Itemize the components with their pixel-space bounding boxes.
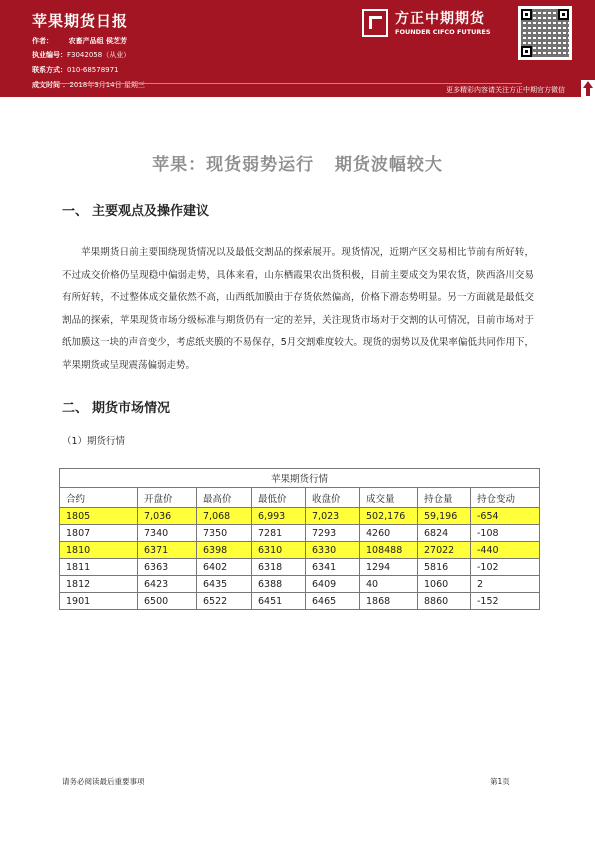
table-cell: -440	[471, 542, 540, 559]
table-cell: 4260	[360, 525, 418, 542]
table-cell: 6330	[306, 542, 360, 559]
table-cell: 6341	[306, 559, 360, 576]
table-cell: 6402	[197, 559, 252, 576]
table-row	[60, 525, 540, 542]
scroll-top-arrow-icon[interactable]	[581, 80, 595, 97]
table-cell: 1810	[60, 542, 138, 559]
table-cell: 7340	[138, 525, 197, 542]
futures-quote-table	[59, 468, 540, 610]
header-banner	[0, 0, 595, 97]
logo-english-name: FOUNDER CIFCO FUTURES	[395, 28, 491, 36]
table-cell: 6435	[197, 576, 252, 593]
author-label: 作者：	[32, 37, 53, 45]
contact-value: 010-68578971	[67, 66, 119, 74]
section-title: 主要观点及操作建议	[92, 204, 210, 219]
header-cell: 开盘价	[138, 488, 197, 508]
table-cell: 1807	[60, 525, 138, 542]
table-cell: 6318	[252, 559, 306, 576]
body-paragraph: 苹果期货日前主要围绕现货情况以及最低交割品的探索展开。现货情况，近期产区交易相比节前有所好转，不过成交价格仍呈现稳中偏弱走势，具体来看，山东栖霞果农出货积极，目前主要成交为果农货，陕西洛川交易有所好转，不过整体成交量依然不高，山西纸加膜由于存货依然偏高，价格下滑态势明显。另一方面就是最低交割品的探索，苹果现货市场分级标准与期货仍有一定的差异，关注现货市场对于交割的认可情况，目前市场对于纸加膜这一块的声音变少，考虑纸夹膜的不易保存，5月交割难度较大。现货的弱势以及优果率偏低共同作用下，苹果期货或呈现震荡偏弱走势。	[62, 247, 534, 371]
subheading: （1）期货行情	[62, 436, 126, 447]
date-value: 2018年3月14日 星期三	[69, 81, 145, 89]
logo-chinese-name: 方正中期期货	[395, 11, 485, 27]
table-row	[60, 576, 540, 593]
section-number: 二、	[62, 401, 89, 416]
footer-disclaimer: 请务必阅读最后重要事项	[62, 777, 145, 786]
section-heading-2	[62, 397, 170, 416]
section-heading-1	[62, 200, 209, 219]
table-cell: 8860	[418, 593, 471, 610]
table-cell: 502,176	[360, 508, 418, 525]
document-title: 苹果：现货弱势运行 期货波幅较大	[152, 155, 443, 175]
table-cell: 1294	[360, 559, 418, 576]
contact-line	[32, 66, 119, 75]
table-cell: 7293	[306, 525, 360, 542]
table-cell: 6824	[418, 525, 471, 542]
follow-wechat-text: 更多精彩内容请关注方正中期官方微信	[446, 86, 565, 94]
table-cell: 6451	[252, 593, 306, 610]
header-cell: 合约	[60, 488, 138, 508]
table-cell: 40	[360, 576, 418, 593]
header-cell: 最低价	[252, 488, 306, 508]
table-cell: 6500	[138, 593, 197, 610]
table-cell: 1805	[60, 508, 138, 525]
table-row	[60, 508, 540, 525]
header-cell: 收盘价	[306, 488, 360, 508]
section-number: 一、	[62, 204, 89, 219]
table-cell: 6371	[138, 542, 197, 559]
table-cell: 1812	[60, 576, 138, 593]
author-line	[32, 37, 127, 46]
banner-divider	[32, 83, 522, 84]
table-row	[60, 542, 540, 559]
report-title: 苹果期货日报	[32, 12, 129, 30]
header-cell: 成交量	[360, 488, 418, 508]
section-title: 期货市场情况	[92, 401, 171, 416]
table-cell: 7,036	[138, 508, 197, 525]
table-cell: 6522	[197, 593, 252, 610]
license-value: F3042058（从业）	[67, 51, 131, 59]
table-cell: 7,068	[197, 508, 252, 525]
table-cell: -654	[471, 508, 540, 525]
author-value: 农畜产品组 侯芝芳	[68, 37, 128, 45]
logo-mark-icon	[362, 9, 388, 37]
table-cell: -102	[471, 559, 540, 576]
table-row	[60, 559, 540, 576]
table-cell: 7350	[197, 525, 252, 542]
table-cell: 59,196	[418, 508, 471, 525]
header-cell: 持仓量	[418, 488, 471, 508]
company-logo	[362, 8, 512, 46]
table-cell: 1868	[360, 593, 418, 610]
date-label: 成文时间 ：	[32, 81, 70, 89]
table-cell: 7281	[252, 525, 306, 542]
header-cell: 最高价	[197, 488, 252, 508]
table-cell: 6388	[252, 576, 306, 593]
table-cell: 6363	[138, 559, 197, 576]
license-label: 执业编号：	[32, 51, 67, 59]
table-caption: 苹果期货行情	[60, 469, 540, 488]
table-cell: 6409	[306, 576, 360, 593]
license-line	[32, 51, 130, 60]
table-cell: 108488	[360, 542, 418, 559]
table-cell: 6,993	[252, 508, 306, 525]
table-cell: 6398	[197, 542, 252, 559]
contact-label: 联系方式：	[32, 66, 67, 74]
table-cell: 5816	[418, 559, 471, 576]
header-cell: 持仓变动	[471, 488, 540, 508]
table-cell: 6310	[252, 542, 306, 559]
table-header-row	[60, 488, 540, 508]
table-cell: 1901	[60, 593, 138, 610]
page-number: 第1页	[490, 777, 510, 786]
table-cell: 7,023	[306, 508, 360, 525]
table-row	[60, 593, 540, 610]
table-cell: -152	[471, 593, 540, 610]
table-cell: -108	[471, 525, 540, 542]
table-cell: 1811	[60, 559, 138, 576]
table-cell: 1060	[418, 576, 471, 593]
table-cell: 6465	[306, 593, 360, 610]
table-cell: 27022	[418, 542, 471, 559]
table-cell: 2	[471, 576, 540, 593]
table-cell: 6423	[138, 576, 197, 593]
qr-code-icon	[518, 6, 572, 60]
